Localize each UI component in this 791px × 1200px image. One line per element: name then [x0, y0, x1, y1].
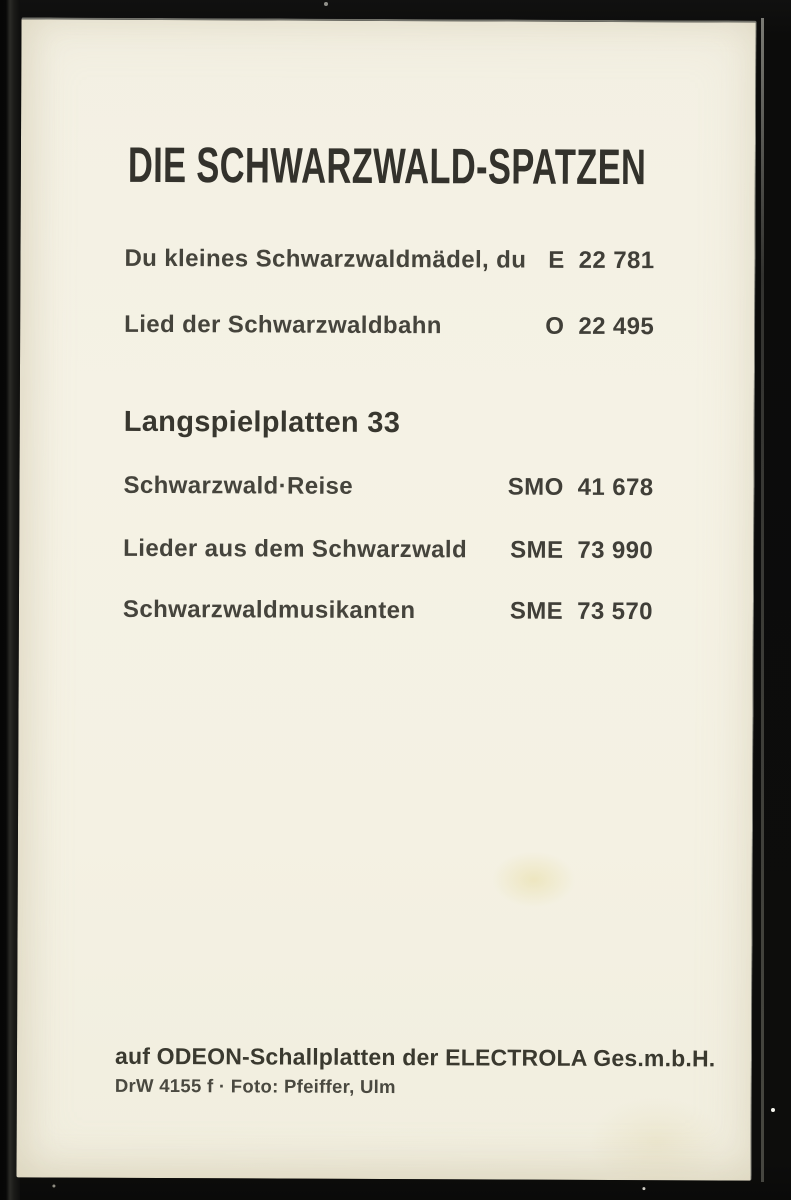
catalog-prefix: E — [548, 246, 565, 274]
catalog-prefix: SMO — [507, 473, 564, 501]
catalog-digits: 73 990 — [577, 536, 654, 565]
catalog-number — [545, 313, 654, 341]
card-title: DIE SCHWARZWALD-SPATZEN — [127, 136, 647, 196]
record-listing-card — [16, 17, 756, 1180]
publisher-line: auf ODEON-Schallplatten der ELECTROLA Ges.m.b.H. — [114, 1042, 716, 1072]
dust-speck — [324, 2, 328, 6]
lp-row — [123, 472, 653, 502]
catalog-number — [510, 537, 653, 566]
catalog-digits: 22 495 — [578, 312, 655, 341]
lp-title: Schwarzwaldmusikanten — [122, 595, 416, 625]
catalog-number — [548, 247, 654, 275]
lp-row — [123, 596, 653, 626]
catalog-prefix: SME — [510, 536, 564, 564]
card-edge-reflection — [761, 18, 764, 1182]
dust-speck — [52, 1185, 55, 1188]
lp-section-heading: Langspielplatten 33 — [123, 405, 401, 440]
catalog-digits: 41 678 — [577, 473, 654, 502]
lp-row — [123, 535, 653, 565]
lp-title: Lieder aus dem Schwarzwald — [123, 534, 468, 564]
catalog-prefix: O — [545, 312, 565, 340]
catalog-prefix: SME — [509, 597, 564, 625]
single-row — [124, 311, 654, 341]
dust-speck — [771, 1108, 775, 1112]
single-row — [124, 245, 654, 275]
catalog-digits: 73 570 — [577, 597, 654, 626]
single-title: Lied der Schwarzwaldbahn — [124, 310, 442, 340]
lp-title: Schwarzwald·Reise — [123, 471, 354, 500]
catalog-number — [508, 474, 654, 503]
catalog-digits: 22 781 — [578, 246, 655, 275]
single-title: Du kleines Schwarzwaldmädel, du — [124, 244, 527, 274]
dust-speck — [642, 1187, 645, 1190]
catalog-number — [510, 598, 653, 627]
credit-line: DrW 4155 f · Foto: Pfeiffer, Ulm — [114, 1074, 396, 1098]
